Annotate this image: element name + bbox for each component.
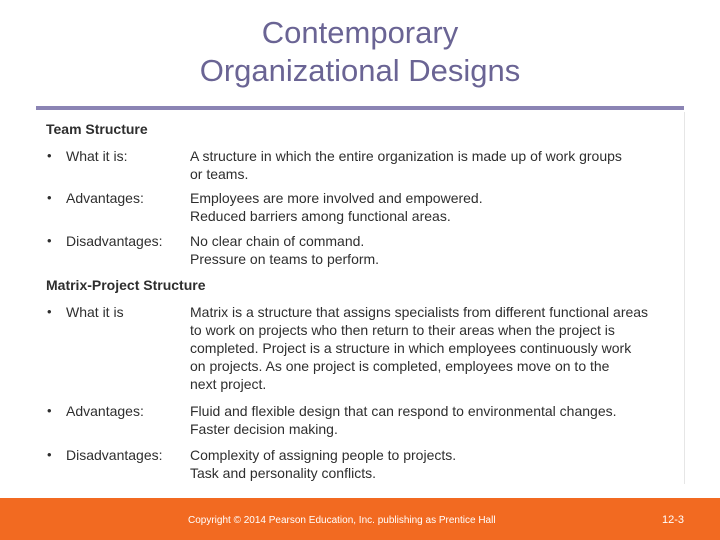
title-line-1: Contemporary [261,15,459,50]
bullet-icon: • [47,403,52,418]
row-text [190,402,680,438]
row-line: completed. Project is a structure in which employees continuously work [190,340,632,356]
row-text [190,147,680,183]
row-line: Matrix is a structure that assigns specialists from different functional areas [190,304,649,320]
row-line: or teams. [190,166,249,182]
row-label: Advantages: [66,403,144,419]
title-line-2: Organizational Designs [199,53,521,88]
section-heading-matrix-project-structure: Matrix-Project Structure [46,277,206,293]
title-divider [36,106,684,110]
row-line: Employees are more involved and empowered. [190,190,483,206]
section-heading-team-structure: Team Structure [46,121,148,137]
slide-title [0,14,720,90]
row-line: No clear chain of command. [190,233,365,249]
row-line: to work on projects who then return to their areas when the project is [190,322,615,338]
row-text [190,446,680,482]
bullet-icon: • [47,190,52,205]
row-label: What it is [66,304,124,320]
row-line: next project. [190,376,267,392]
bullet-icon: • [47,304,52,319]
copyright-text: Copyright © 2014 Pearson Education, Inc. publishing as Prentice Hall [188,515,496,526]
row-label: What it is: [66,148,128,164]
row-line: Task and personality conflicts. [190,465,376,481]
row-label: Advantages: [66,190,144,206]
page-number: 12-3 [662,514,685,526]
bullet-icon: • [47,233,52,248]
row-line: Fluid and flexible design that can respond to environmental changes. [190,403,617,419]
row-line: Complexity of assigning people to projects. [190,447,457,463]
row-line: Pressure on teams to perform. [190,251,380,267]
row-text [190,232,680,268]
row-line: Reduced barriers among functional areas. [190,208,451,224]
row-text [190,303,680,393]
row-line: A structure in which the entire organization is made up of work groups [190,148,622,164]
footer-bar [0,498,720,540]
row-line: Faster decision making. [190,421,338,437]
row-line: on projects. As one project is completed, employees move on to the [190,358,610,374]
row-label: Disadvantages: [66,447,163,463]
bullet-icon: • [47,447,52,462]
row-label: Disadvantages: [66,233,163,249]
row-text [190,189,680,225]
content-panel [38,112,685,484]
bullet-icon: • [47,148,52,163]
